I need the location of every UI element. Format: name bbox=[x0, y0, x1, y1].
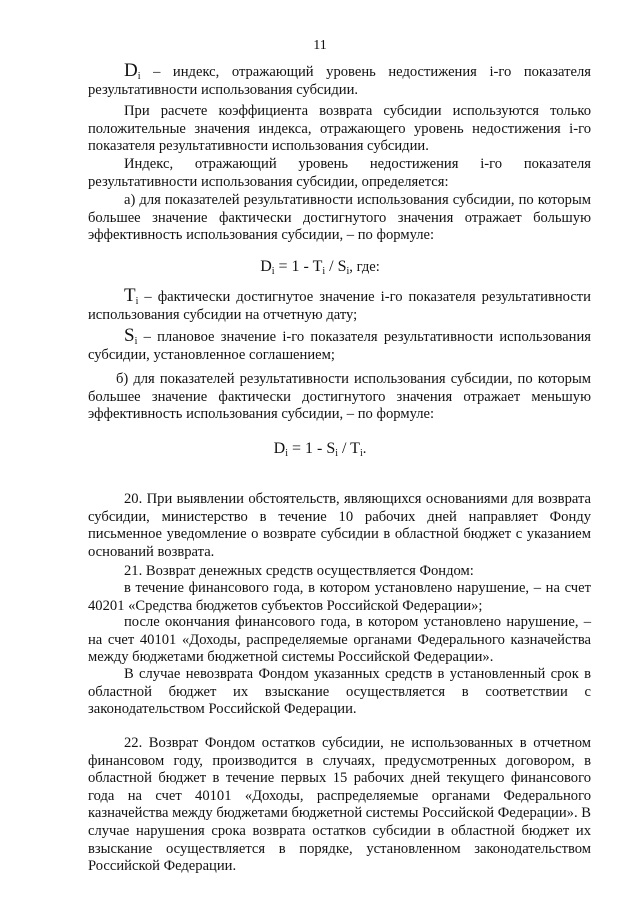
item-b bbox=[88, 371, 591, 424]
paragraph-index bbox=[88, 156, 591, 191]
formula-a: $D_i = 1 - T_i / S_i$, где: bbox=[260, 258, 380, 277]
paragraph-21 bbox=[88, 563, 591, 581]
symbol-d-sub: i bbox=[137, 71, 141, 82]
symbol-s: S bbox=[124, 325, 135, 346]
paragraph-21-a bbox=[88, 580, 591, 615]
paragraph-21-c bbox=[88, 666, 591, 719]
symbol-d: D bbox=[124, 60, 138, 81]
definition-t-text: – фактически достигнутое значение i-го показателя результативности использования субсидии на отчетную дату; bbox=[88, 289, 591, 323]
definition-d-text: – индекс, отражающий уровень недостижения i-го показателя результативности использования субсидии. bbox=[88, 64, 591, 98]
paragraph-positive-values bbox=[88, 103, 591, 156]
paragraph-21-a-text: в течение финансового года, в котором установлено нарушение, – на счет 40201 «Средства бюджетов субъектов Российской Федерации»; bbox=[88, 580, 591, 614]
paragraph-21-b-text: после окончания финансового года, в котором установлено нарушение, – на счет 40101 «Доходы, распределяемые органами Федерального казначейства между бюджетами бюджетной системы Российской Федерации». bbox=[88, 614, 591, 666]
page-number: 11 bbox=[313, 38, 327, 53]
symbol-s-sub: i bbox=[134, 336, 138, 347]
symbol-t: T bbox=[124, 285, 136, 306]
item-a-text: а) для показателей результативности использования субсидии, по которым большее значение фактически достигнутого значения отражает большую эффективность использования субсидии, – по формуле: bbox=[88, 192, 591, 244]
paragraph-20-text: 20. При выявлении обстоятельств, являющихся основаниями для возврата субсидии, министерство в течение 10 рабочих дней направляет Фонду письменное уведомление о возврате субсидии в областной бюджет с указанием оснований возврата. bbox=[88, 491, 591, 560]
paragraph-20 bbox=[88, 491, 591, 561]
item-b-text: б) для показателей результативности использования субсидии, по которым большее значение фактически достигнутого значения отражает меньшую эффективность использования субсидии, – по формуле: bbox=[88, 371, 591, 423]
item-a bbox=[88, 192, 591, 245]
paragraph-index-text: Индекс, отражающий уровень недостижения i-го показателя результативности использования субсидии, определяется: bbox=[88, 156, 591, 190]
paragraph-21-text: 21. Возврат денежных средств осуществляется Фондом: bbox=[124, 563, 474, 579]
definition-d bbox=[88, 62, 591, 99]
paragraph-21-b bbox=[88, 614, 591, 667]
paragraph-22 bbox=[88, 735, 591, 876]
definition-t bbox=[88, 287, 591, 324]
paragraph-21-c-text: В случае невозврата Фондом указанных средств в установленный срок в областной бюджет их взыскание осуществляется в соответствии с законодательством Российской Федерации. bbox=[88, 666, 591, 718]
symbol-t-sub: i bbox=[135, 296, 139, 307]
paragraph-22-text: 22. Возврат Фондом остатков субсидии, не использованных в отчетном финансовом году, производится в случаях, предусмотренных договором, в областной бюджет в течение первых 15 рабочих дней текущего финансового года на счет 40101 «Доходы, распределяемые органами Федерального казначейства между бюджетами бюджетной системы Российской Федерации». В случае нарушения срока возврата остатков субсидии в областной бюджет их взыскание осуществляется в порядке, установленном законодательством Российской Федерации. bbox=[88, 735, 591, 875]
formula-b: $D_i = 1 - S_i / T_i$. bbox=[273, 440, 367, 459]
paragraph-positive-text: При расчете коэффициента возврата субсидии используются только положительные значения индекса, отражающего уровень недостижения i-го показателя результативности использования субсидии. bbox=[88, 103, 591, 155]
definition-s-text: – плановое значение i-го показателя результативности использования субсидии, установленное соглашением; bbox=[88, 329, 591, 363]
definition-s bbox=[88, 327, 591, 364]
